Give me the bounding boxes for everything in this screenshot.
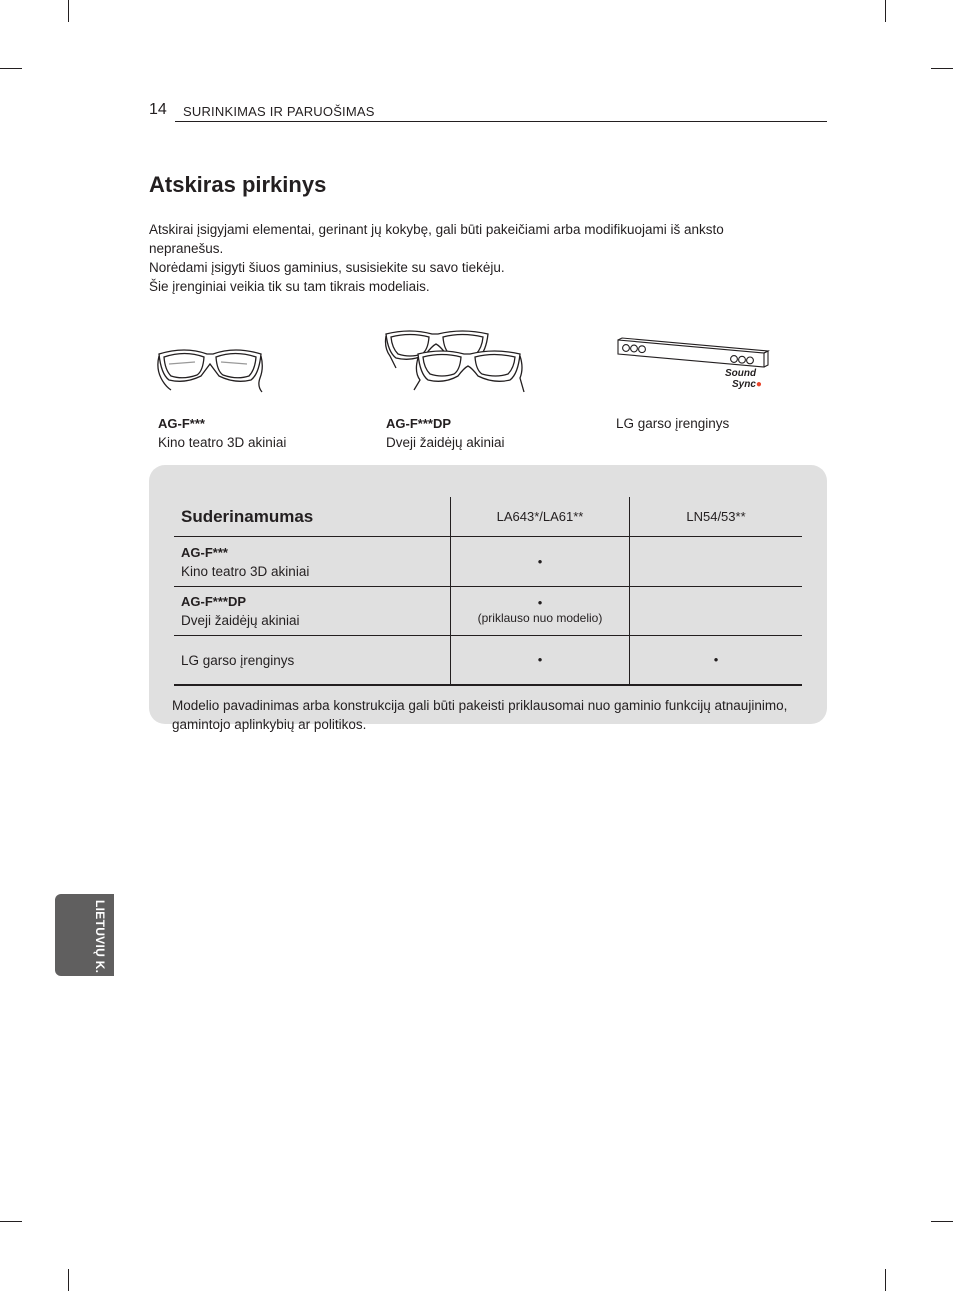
compat-cell xyxy=(451,587,630,636)
row-name: Kino teatro 3D akiniai xyxy=(181,563,310,579)
sound-sync-logo-word: Sync xyxy=(732,379,756,390)
column-header: LA643*/LA61** xyxy=(451,497,630,537)
compatibility-title: Suderinamumas xyxy=(181,506,314,526)
3d-glasses-icon xyxy=(155,344,265,394)
crop-mark xyxy=(885,1269,886,1291)
crop-mark xyxy=(68,0,69,22)
sound-sync-logo-line: Sound xyxy=(725,368,757,379)
row-label-cell xyxy=(174,537,451,587)
product-code: AG-F*** xyxy=(158,416,205,431)
language-tab-label: LIETUVIŲ K. xyxy=(93,900,107,974)
table-row xyxy=(174,636,802,686)
compat-cell xyxy=(451,636,630,686)
crop-mark xyxy=(885,0,886,22)
row-name: LG garso įrenginys xyxy=(181,652,295,668)
compat-cell xyxy=(630,636,803,686)
table-row xyxy=(174,587,802,636)
product-code: AG-F***DP xyxy=(386,416,452,431)
compat-cell xyxy=(630,537,803,587)
product-name: LG garso įrenginys xyxy=(616,416,730,431)
row-code: AG-F***DP xyxy=(181,594,247,609)
page-number: 14 xyxy=(149,101,167,118)
crop-mark xyxy=(931,1221,953,1222)
compatible-mark: • xyxy=(713,652,719,667)
product-name: Dveji žaidėjų akiniai xyxy=(386,435,505,450)
table-title-cell xyxy=(174,497,451,537)
intro-paragraph: Norėdami įsigyti šiuos gaminius, susisiekite su savo tiekėju. xyxy=(149,260,505,275)
sound-sync-logo-line xyxy=(725,379,765,390)
compatibility-table xyxy=(174,497,802,686)
compatible-mark: • xyxy=(537,595,543,610)
intro-paragraph: Atskirai įsigyjami elementai, gerinant jų kokybę, gali būti pakeičiami arba modifikuojami iš anksto nepranešus. xyxy=(149,222,724,256)
row-label-cell xyxy=(174,636,451,686)
table-row xyxy=(174,537,802,587)
product-caption xyxy=(158,414,286,452)
crop-mark xyxy=(68,1269,69,1291)
dual-play-glasses-icon xyxy=(384,328,526,398)
row-label-cell xyxy=(174,587,451,636)
crop-mark xyxy=(931,68,953,69)
sound-sync-logo xyxy=(725,369,765,395)
header-divider xyxy=(175,121,827,122)
language-tab xyxy=(55,894,114,976)
sound-sync-accent-icon: ● xyxy=(755,379,762,390)
column-header: LN54/53** xyxy=(630,497,803,537)
table-header-row xyxy=(174,497,802,537)
crop-mark xyxy=(0,68,22,69)
crop-mark xyxy=(0,1221,22,1222)
compatible-mark: • xyxy=(537,553,543,569)
intro-paragraph: Šie įrenginiai veikia tik su tam tikrais modeliais. xyxy=(149,279,430,294)
intro-text xyxy=(149,220,789,296)
row-code: AG-F*** xyxy=(181,544,228,560)
compat-cell xyxy=(630,587,803,636)
section-title: SURINKIMAS IR PARUOŠIMAS xyxy=(183,104,375,119)
row-name: Dveji žaidėjų akiniai xyxy=(181,613,300,628)
footnote: Modelio pavadinimas arba konstrukcija gali būti pakeisti priklausomai nuo gaminio funkcijų atnaujinimo, gamintojo aplinkybių ar politikos. xyxy=(172,698,788,732)
product-caption xyxy=(386,414,505,452)
product-caption xyxy=(616,414,729,433)
page-heading: Atskiras pirkinys xyxy=(149,172,327,197)
compat-note: (priklauso nuo modelio) xyxy=(477,611,603,625)
compatible-mark: • xyxy=(537,652,543,667)
compat-cell xyxy=(451,537,630,587)
product-name: Kino teatro 3D akiniai xyxy=(158,435,287,450)
